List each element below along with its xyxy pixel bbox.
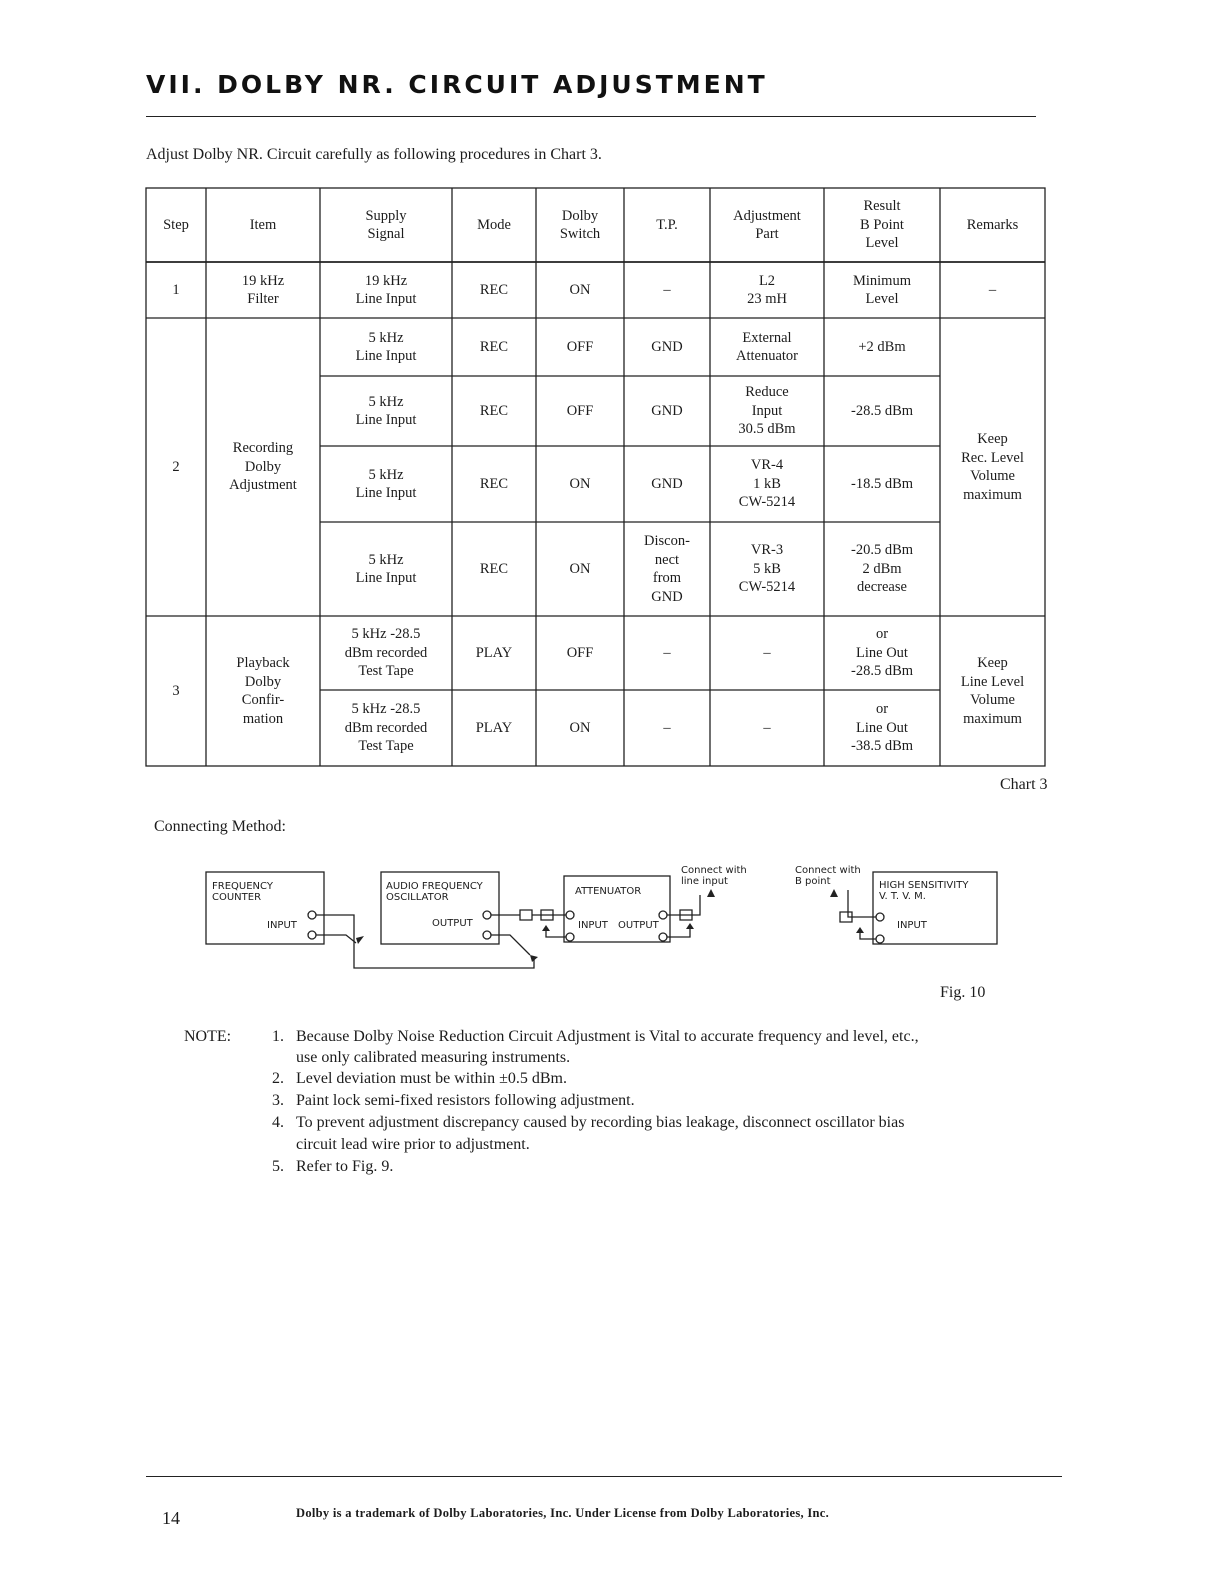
step2-row2-dolby: OFF [566, 402, 594, 419]
frequency-counter-input-label: INPUT [267, 920, 297, 931]
step3-row2-result: or Line Out -38.5 dBm [850, 701, 914, 755]
oscillator-label: AUDIO FREQUENCY OSCILLATOR [386, 881, 483, 903]
step1-adj: L2 23 mH [747, 272, 787, 307]
attenuator-output-label: OUTPUT [618, 920, 659, 931]
trademark-notice: Dolby is a trademark of Dolby Laboratories, Inc. Under License from Dolby Laboratories, Inc. [296, 1506, 830, 1520]
step2-row3-tp: GND [651, 475, 683, 492]
step2-row2-adj: Reduce Input 30.5 dBm [738, 384, 796, 438]
header-adjustment-part: Adjustment Part [733, 207, 801, 242]
step2-row1-result: +2 dBm [858, 338, 906, 355]
intro-text: Adjust Dolby NR. Circuit carefully as following procedures in Chart 3. [146, 146, 602, 163]
step2-row1-mode: REC [479, 338, 509, 355]
step2-row1-tp: GND [651, 338, 683, 355]
step2-row1-adj: External Attenuator [735, 329, 798, 364]
step2-step: 2 [172, 458, 180, 475]
step3-row1-tp: – [663, 644, 671, 661]
step2-row3-mode: REC [479, 475, 509, 492]
step1-tp: – [663, 281, 671, 298]
note-1-text: Because Dolby Noise Reduction Circuit Adjustment is Vital to accurate frequency and level, etc., [296, 1028, 919, 1045]
header-supply-signal: Supply Signal [365, 207, 407, 242]
step2-row4-adj: VR-3 5 kB CW-5214 [738, 542, 796, 596]
step2-row2-supply: 5 kHz Line Input [355, 393, 417, 428]
step3-row2-supply: 5 kHz -28.5 dBm recorded Test Tape [344, 701, 428, 755]
note-2-number: 2. [272, 1070, 284, 1087]
step2-row4-dolby: ON [569, 560, 591, 577]
step2-row4-tp: Discon- nect from GND [644, 533, 690, 605]
note-5-text: Refer to Fig. 9. [296, 1158, 394, 1175]
footer-rule [146, 1476, 1062, 1477]
frequency-counter-label: FREQUENCY COUNTER [212, 881, 273, 903]
step3-step: 3 [172, 682, 180, 699]
header-remarks: Remarks [966, 216, 1019, 233]
step2-row1-supply: 5 kHz Line Input [355, 329, 417, 364]
step2-row3-adj: VR-4 1 kB CW-5214 [738, 457, 796, 511]
step3-row1-result: or Line Out -28.5 dBm [850, 626, 914, 680]
note-3-number: 3. [272, 1092, 284, 1109]
attenuator-label: ATTENUATOR [575, 886, 642, 897]
step2-row1-dolby: OFF [566, 338, 594, 355]
note-3-text: Paint lock semi-fixed resistors following adjustment. [296, 1092, 635, 1109]
step3-row1-adj: – [763, 644, 771, 661]
b-point-note: Connect with B point [795, 865, 861, 887]
step3-row2-tp: – [663, 719, 671, 736]
page-number: 14 [162, 1508, 180, 1528]
step2-row4-result: -20.5 dBm 2 dBm decrease [850, 542, 914, 596]
connecting-method-heading: Connecting Method: [154, 818, 286, 835]
note-4-continuation: circuit lead wire prior to adjustment. [296, 1136, 530, 1153]
step3-row1-dolby: OFF [566, 644, 594, 661]
step3-row1-supply: 5 kHz -28.5 dBm recorded Test Tape [344, 626, 428, 680]
step1-mode: REC [479, 281, 509, 298]
vtvm-input-label: INPUT [897, 920, 927, 931]
page-title: VII. DOLBY NR. CIRCUIT ADJUSTMENT [146, 70, 768, 99]
step3-remarks: Keep Line Level Volume maximum [960, 655, 1025, 727]
note-1-continuation: use only calibrated measuring instruments. [296, 1049, 571, 1066]
step1-result: Minimum Level [852, 272, 911, 307]
header-item: Item [249, 216, 277, 233]
note-1-number: 1. [272, 1028, 284, 1045]
step2-remarks: Keep Rec. Level Volume maximum [961, 431, 1024, 503]
note-4-text: To prevent adjustment discrepancy caused by recording bias leakage, disconnect oscillator bias [296, 1114, 905, 1131]
step2-row2-tp: GND [651, 402, 683, 419]
header-result: Result B Point Level [860, 198, 904, 252]
step2-row3-dolby: ON [569, 475, 591, 492]
note-label: NOTE: [184, 1028, 232, 1045]
step3-row2-mode: PLAY [475, 719, 513, 736]
step2-row3-supply: 5 kHz Line Input [355, 466, 417, 501]
step1-step: 1 [172, 281, 180, 298]
step3-row2-dolby: ON [569, 719, 591, 736]
step3-item: Playback Dolby Confir- mation [236, 655, 290, 727]
chart-caption: Chart 3 [1000, 776, 1048, 793]
step1-remarks: – [988, 281, 997, 298]
step2-row3-result: -18.5 dBm [850, 475, 914, 492]
step3-row2-adj: – [763, 719, 771, 736]
step2-row2-mode: REC [479, 402, 509, 419]
attenuator-input-label: INPUT [578, 920, 608, 931]
step2-row2-result: -28.5 dBm [850, 402, 914, 419]
line-input-note: Connect with line input [681, 865, 747, 887]
step1-dolby: ON [569, 281, 591, 298]
step1-supply: 19 kHz Line Input [355, 272, 417, 307]
vtvm-label: HIGH SENSITIVITY V. T. V. M. [879, 880, 969, 902]
figure-caption: Fig. 10 [940, 984, 986, 1001]
step2-row4-mode: REC [479, 560, 509, 577]
note-4-number: 4. [272, 1114, 284, 1131]
step2-item: Recording Dolby Adjustment [229, 440, 297, 494]
step2-row4-supply: 5 kHz Line Input [355, 551, 417, 586]
note-2-text: Level deviation must be within ±0.5 dBm. [296, 1070, 567, 1087]
step3-row1-mode: PLAY [475, 644, 513, 661]
oscillator-output-label: OUTPUT [432, 918, 473, 929]
header-step: Step [163, 216, 189, 233]
header-dolby-switch: Dolby Switch [559, 207, 601, 242]
header-mode: Mode [477, 216, 511, 233]
step1-item: 19 kHz Filter [241, 272, 285, 307]
header-tp: T.P. [656, 216, 678, 233]
note-5-number: 5. [272, 1158, 284, 1175]
